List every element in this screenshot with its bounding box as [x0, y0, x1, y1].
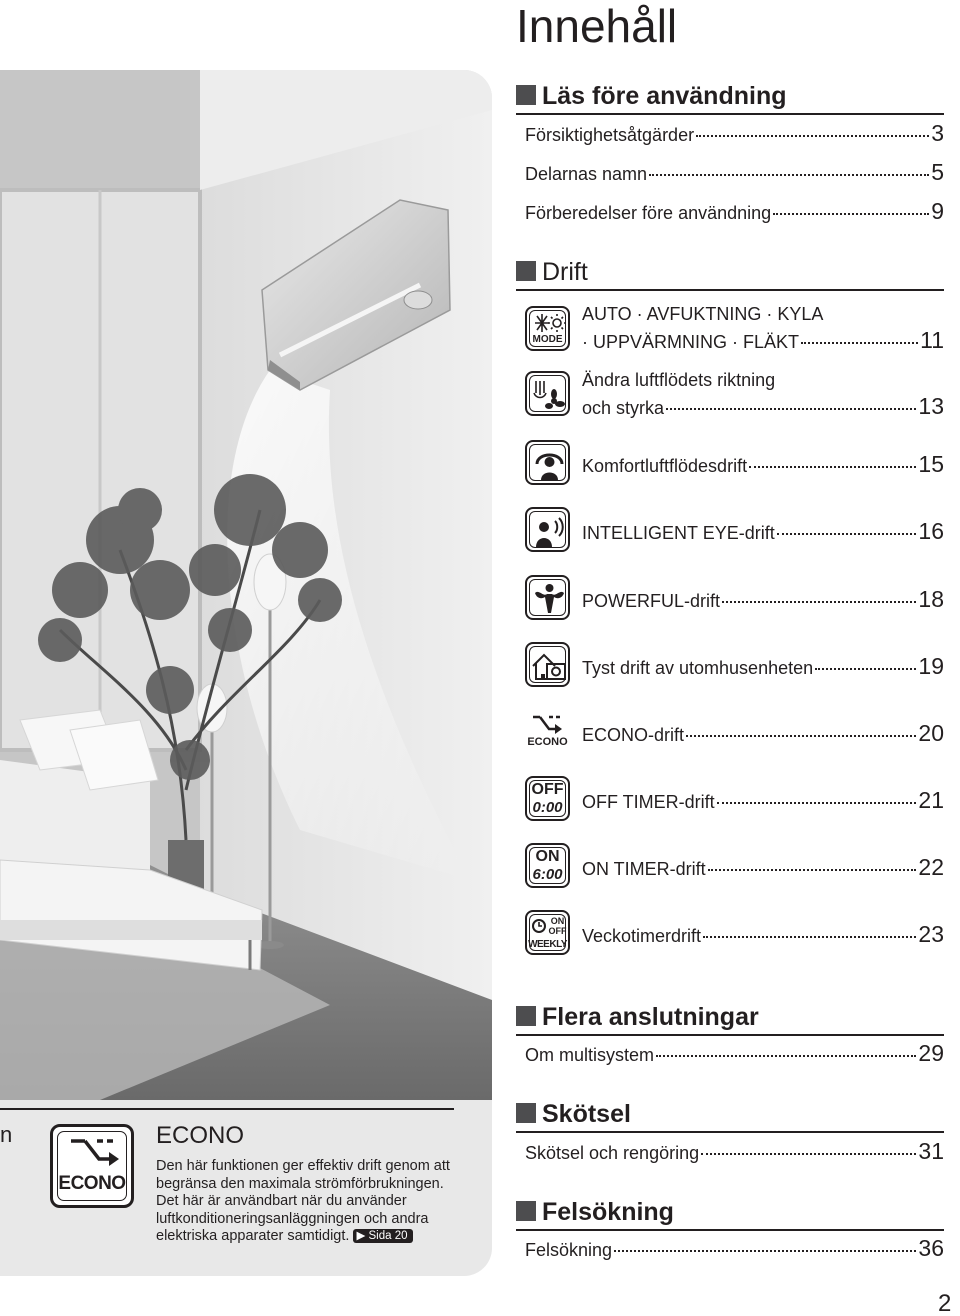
- toc-entry[interactable]: [525, 120, 944, 147]
- powerful-icon: [525, 575, 570, 620]
- toc-entry-page: 3: [931, 120, 944, 146]
- toc-entry-page: 18: [918, 586, 944, 612]
- weekly-off-label: OFF: [548, 926, 567, 936]
- mode-icon: [525, 306, 570, 351]
- toc-entry-label: OFF TIMER-drift: [582, 792, 715, 812]
- section-heading-operation: [516, 258, 944, 291]
- toc-entry-label: och styrka: [582, 398, 665, 418]
- toc-entry-page: 20: [918, 720, 944, 746]
- toc-entry-comfort-airflow[interactable]: [525, 440, 944, 496]
- toc-entry-label: Skötsel och rengöring: [525, 1143, 700, 1163]
- intelligent-eye-icon: [525, 507, 570, 552]
- leader-dots: [773, 213, 929, 215]
- toc-entry-intelligent-eye[interactable]: [525, 507, 944, 563]
- toc-entry-label-line1: Ändra luftflödets riktning: [582, 370, 776, 390]
- leader-dots: [656, 1055, 916, 1057]
- toc-entry-label: ON TIMER-drift: [582, 859, 706, 879]
- leader-dots: [722, 601, 916, 603]
- toc-entry-page: 36: [918, 1235, 944, 1261]
- room-illustration: [0, 70, 492, 1100]
- toc-entry-mode[interactable]: [525, 306, 944, 362]
- heading-square: [516, 1103, 536, 1123]
- leader-dots: [703, 936, 916, 938]
- toc-entry-powerful[interactable]: [525, 575, 944, 631]
- toc-entry-page: 22: [918, 854, 944, 880]
- heading-square: [516, 1006, 536, 1026]
- toc-entry-page: 21: [918, 787, 944, 813]
- toc-entry-page: 15: [918, 451, 944, 477]
- toc-entry[interactable]: [525, 159, 944, 186]
- toc-entry-page: 23: [918, 921, 944, 947]
- econo-icon: [525, 709, 570, 754]
- off-icon-time: 0:00: [532, 799, 563, 816]
- toc-entry-label: Om multisystem: [525, 1045, 655, 1065]
- toc-entry-label: Delarnas namn: [525, 164, 648, 184]
- leader-dots: [696, 135, 929, 137]
- toc-entry-label: Felsökning: [525, 1240, 613, 1260]
- econo-icon-label: ECONO: [58, 1173, 126, 1194]
- toc-entry-label: · UPPVÄRMNING · FLÄKT: [582, 332, 800, 352]
- toc-entry-label: Förberedelser före användning: [525, 203, 772, 223]
- page-reference[interactable]: ▶ Sida 20: [353, 1229, 412, 1243]
- section-heading-multi: [516, 1003, 944, 1036]
- toc-entry-on-timer[interactable]: [525, 843, 944, 899]
- econo-info-panel: [0, 1100, 492, 1276]
- toc-entry-page: 31: [918, 1138, 944, 1164]
- outdoor-quiet-icon: [525, 642, 570, 687]
- leader-dots: [717, 802, 917, 804]
- section-heading-label: Skötsel: [542, 1100, 631, 1128]
- toc-entry-off-timer[interactable]: [525, 776, 944, 832]
- leader-dots: [801, 342, 918, 344]
- heading-square: [516, 261, 536, 281]
- weekly-icon-label: WEEKLY: [528, 939, 567, 950]
- clipped-text: n: [0, 1122, 13, 1147]
- toc-entry[interactable]: [525, 1040, 944, 1067]
- toc-entry-weekly-timer[interactable]: [525, 910, 944, 966]
- toc-entry-page: 11: [920, 327, 944, 353]
- leader-dots: [815, 668, 916, 670]
- on-icon-label: ON: [535, 848, 560, 865]
- toc-entry-page: 19: [918, 653, 944, 679]
- leader-dots: [708, 869, 917, 871]
- toc-entry[interactable]: [525, 198, 944, 225]
- on-timer-icon: [525, 843, 570, 888]
- toc-entry[interactable]: [525, 1138, 944, 1165]
- toc-entry-label: Veckotimerdrift: [582, 926, 702, 946]
- weekly-on-label: ON: [550, 916, 565, 926]
- toc-entry-label: POWERFUL-drift: [582, 591, 721, 611]
- section-heading-troubleshooting: [516, 1198, 944, 1231]
- on-icon-time: 6:00: [532, 866, 563, 883]
- toc-entry-label-line1: AUTO · AVFUKTNING · KYLA: [582, 304, 824, 324]
- heading-square: [516, 1201, 536, 1221]
- airflow-icon: [525, 371, 570, 416]
- leader-dots: [701, 1153, 916, 1155]
- toc-entry-label: Försiktighetsåtgärder: [525, 125, 695, 145]
- leader-dots: [614, 1250, 916, 1252]
- heading-square: [516, 85, 536, 105]
- toc-entry-page: 13: [918, 393, 944, 419]
- toc-entry[interactable]: [525, 1235, 944, 1262]
- room-photo: [0, 70, 492, 1100]
- mode-icon-label: MODE: [532, 334, 563, 345]
- econo-title: ECONO: [156, 1122, 245, 1149]
- leader-dots: [666, 408, 916, 410]
- comfort-airflow-icon: [525, 440, 570, 485]
- weekly-timer-icon: [525, 910, 570, 955]
- leader-dots: [777, 533, 917, 535]
- section-heading-label: Läs före användning: [542, 82, 787, 110]
- page-number: 2: [938, 1290, 952, 1316]
- toc-entry-econo[interactable]: [525, 709, 944, 765]
- toc-entry-label: Tyst drift av utomhusenheten: [582, 658, 814, 678]
- page-reference-label: Sida 20: [368, 1230, 408, 1242]
- section-heading-care: [516, 1100, 944, 1133]
- toc-entry-label: ECONO-drift: [582, 725, 685, 745]
- section-heading-before-use: [516, 82, 944, 115]
- toc-entry-page: 29: [918, 1040, 944, 1066]
- off-timer-icon: [525, 776, 570, 821]
- toc-entry-page: 16: [918, 518, 944, 544]
- divider: [0, 1108, 454, 1110]
- toc-entry-airflow[interactable]: [525, 371, 944, 427]
- leader-dots: [649, 174, 929, 176]
- section-heading-label: Flera anslutningar: [542, 1003, 759, 1031]
- econo-description: [156, 1158, 456, 1246]
- leader-dots: [686, 735, 916, 737]
- toc-entry-label: INTELLIGENT EYE-drift: [582, 523, 775, 543]
- leader-dots: [749, 466, 916, 468]
- toc-entry-label: Komfortluftflödesdrift: [582, 456, 748, 476]
- toc-entry-outdoor-quiet[interactable]: [525, 642, 944, 698]
- section-heading-label: Drift: [542, 258, 588, 286]
- toc-entry-page: 5: [931, 159, 944, 185]
- toc-entry-page: 9: [931, 198, 944, 224]
- econo-icon: [50, 1124, 134, 1208]
- off-icon-label: OFF: [531, 781, 564, 798]
- econo-icon-label: ECONO: [527, 736, 568, 748]
- page-title: Innehåll: [516, 0, 678, 52]
- econo-description-text: Den här funktionen ger effektiv drift genom att begränsa den maximala strömförbrukningen. Det här är användbart när du använder luftkonditioneringsanläggningen och andra elektriska apparater samtidigt.: [156, 1158, 450, 1244]
- section-heading-label: Felsökning: [542, 1198, 674, 1226]
